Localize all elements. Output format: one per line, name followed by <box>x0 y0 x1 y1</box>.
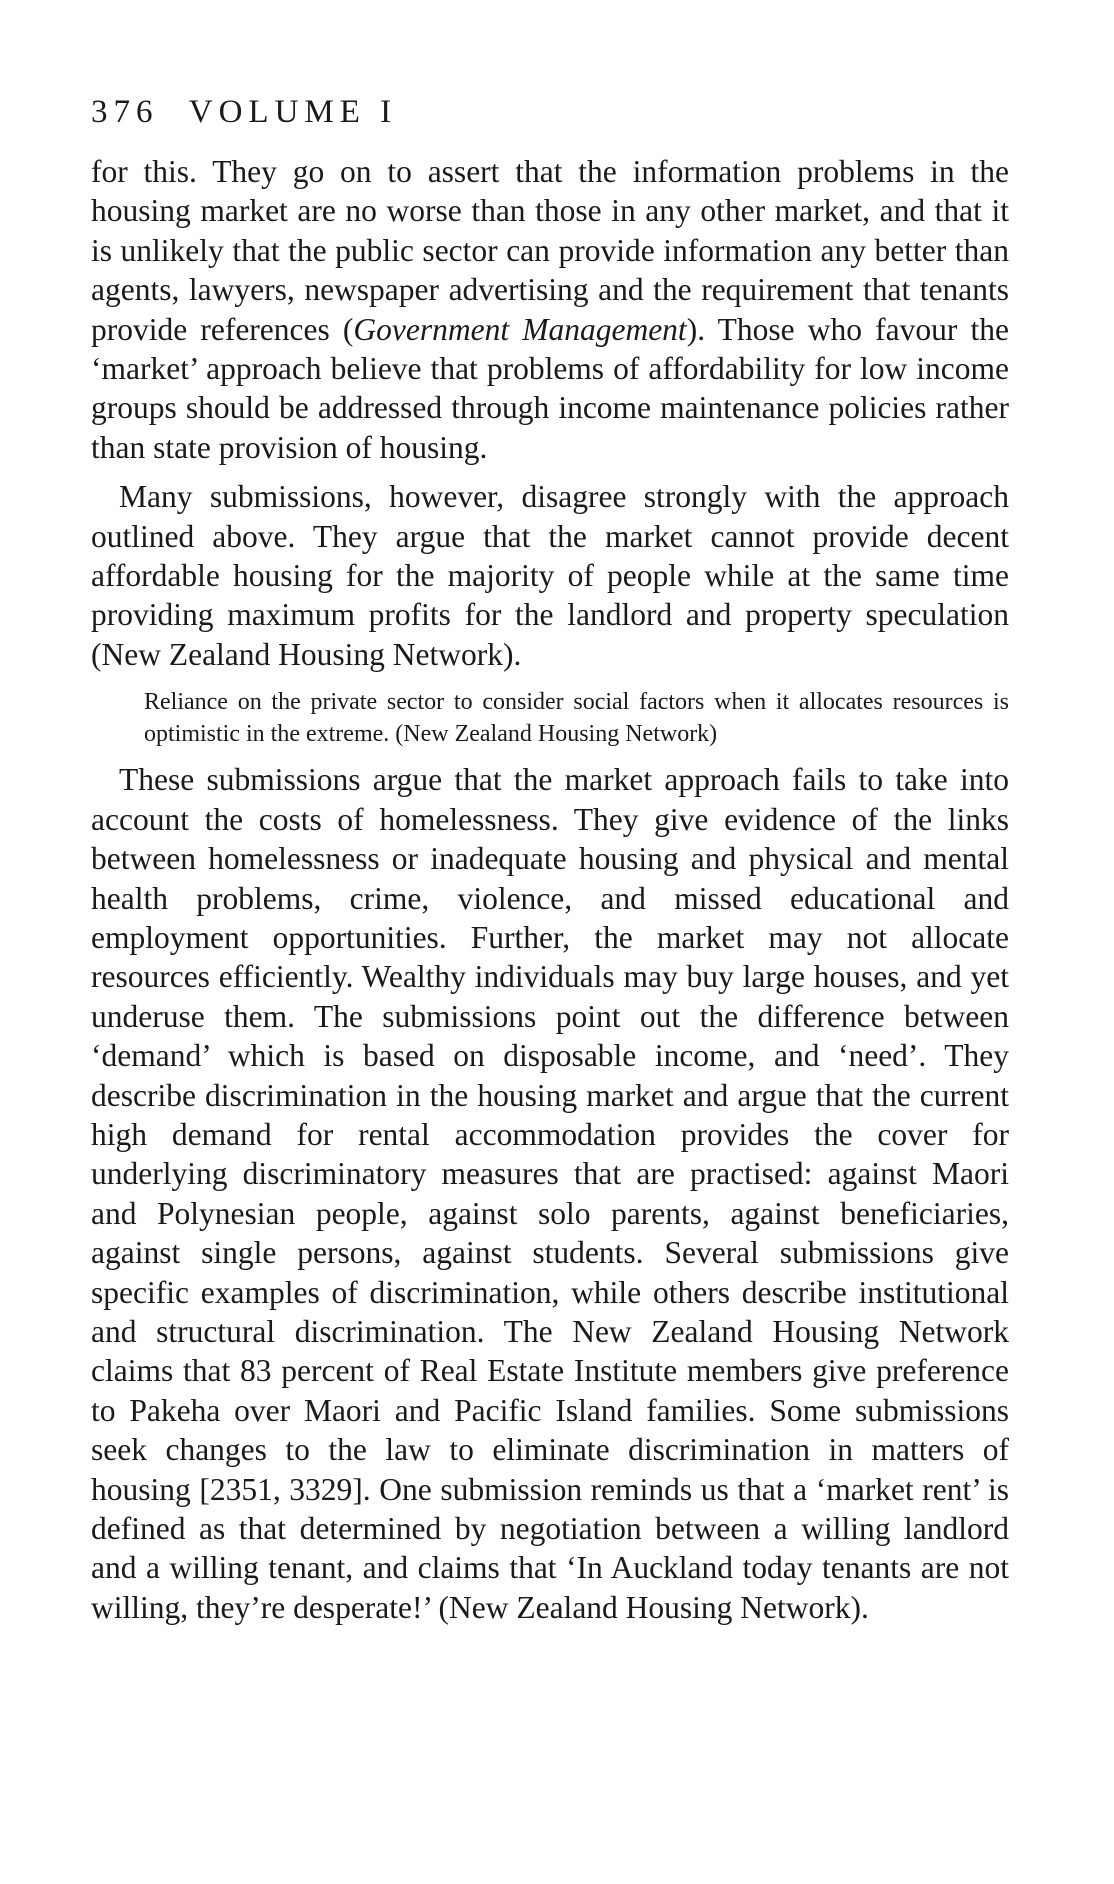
page-number: 376 <box>91 94 159 130</box>
running-head <box>91 92 1009 132</box>
block-quote: Reliance on the private sector to consider social factors when it allocates resources is optimistic in the extreme. (New Zealand Housing Network) <box>144 689 1009 748</box>
volume-label: VOLUME I <box>188 94 398 130</box>
paragraph-1 <box>91 152 1009 467</box>
book-page <box>91 92 1009 1627</box>
paragraph-3: These submissions argue that the market approach fails to take into account the costs of homelessness. They give evidence of the links between homelessness or inadequate housing and physical and mental health problems, crime, violence, and missed educational and employment opportunities. Further, the market may not allocate resources efficiently. Wealthy individuals may buy large houses, and yet underuse them. The submissions point out the difference between ‘demand’ which is based on disposable income, and ‘need’. They describe discrimination in the housing market and argue that the current high demand for rental accommodation provides the cover for underlying discriminatory measures that are practised: against Maori and Polynesian people, against solo parents, against beneficiaries, against single persons, against students. Several submissions give specific examples of discrimination, while others describe institutional and structural discrimination. The New Zealand Housing Network claims that 83 percent of Real Estate Institute members give preference to Pakeha over Maori and Pacific Island families. Some submissions seek changes to the law to eliminate discrimination in matters of housing [2351, 3329]. One submission reminds us that a ‘market rent’ is defined as that determined by negotiation between a willing landlord and a willing tenant, and claims that ‘In Auckland today tenants are not willing, they’re desperate!’ (New Zealand Housing Network). <box>91 762 1009 1625</box>
paragraph-1-text: for this. They go on to assert that the information problems in the housing market are no worse than those in any other market, and that it is unlikely that the public sector can provide information any better than agents, lawyers, newspaper advertising and the requirement that tenants provide references ( <box>91 154 1009 347</box>
paragraph-1-text-cont: ). Those who favour the ‘market’ approach believe that problems of affordability for low income groups should be addressed through income maintenance policies rather than state provision of housing. <box>91 311 1010 465</box>
paragraph-2: Many submissions, however, disagree strongly with the approach outlined above. They argue that the market cannot provide decent affordable housing for the majority of people while at the same time providing maximum profits for the landlord and property speculation (New Zealand Housing Network). <box>91 479 1009 672</box>
paragraph-1-italic-citation: Government Management <box>353 311 687 347</box>
